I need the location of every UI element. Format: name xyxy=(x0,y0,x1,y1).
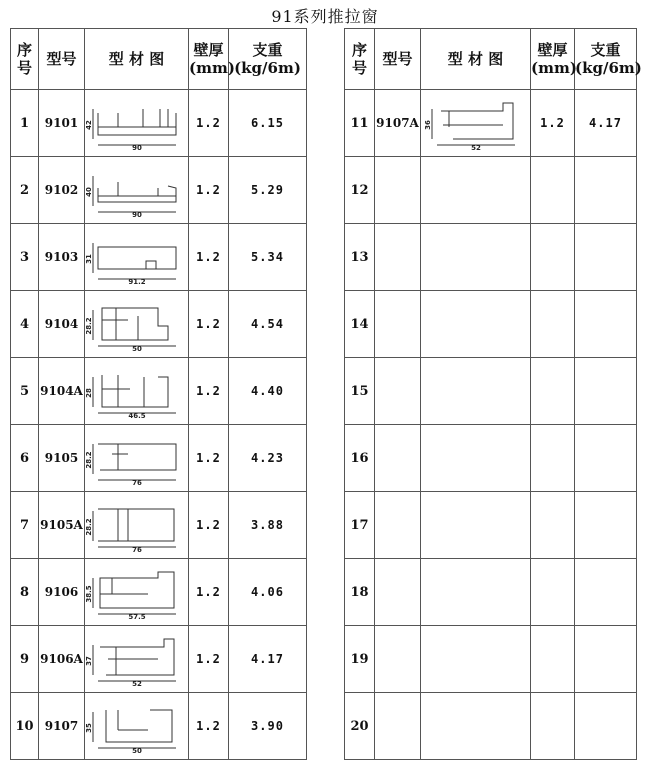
cell-seq: 3 xyxy=(11,224,39,291)
cell-profile xyxy=(85,358,189,425)
cell-thickness: 1.2 xyxy=(189,157,229,224)
table-row xyxy=(345,90,637,157)
table-row xyxy=(11,358,307,425)
cell-thickness: 1.2 xyxy=(189,358,229,425)
cell-weight: 4.40 xyxy=(229,358,307,425)
cell-model: 9107A xyxy=(375,90,421,157)
cell-weight: 4.17 xyxy=(229,626,307,693)
cell-thickness: 1.2 xyxy=(189,90,229,157)
profile-width-label: 57.5 xyxy=(127,613,146,621)
table-row xyxy=(11,291,307,358)
profile-height-label: 28.2 xyxy=(84,451,93,469)
profile-height-label: 37 xyxy=(84,656,93,666)
header-thickness xyxy=(531,29,575,90)
page-title: 91系列推拉窗 xyxy=(271,7,379,26)
header-seq: 序号 xyxy=(11,29,39,90)
cell-seq: 19 xyxy=(345,626,375,693)
header-seq: 序号 xyxy=(345,29,375,90)
table-row xyxy=(345,157,637,224)
cell-seq: 6 xyxy=(11,425,39,492)
table-row xyxy=(11,425,307,492)
cell-thickness xyxy=(531,626,575,693)
profile-table-right xyxy=(344,28,642,760)
cell-model xyxy=(375,358,421,425)
cell-seq: 17 xyxy=(345,492,375,559)
cell-seq: 2 xyxy=(11,157,39,224)
cell-model: 9101 xyxy=(39,90,85,157)
profile-width-label: 50 xyxy=(131,345,142,353)
cell-thickness xyxy=(531,425,575,492)
cell-thickness xyxy=(531,157,575,224)
cell-weight xyxy=(575,157,637,224)
cell-profile xyxy=(85,157,189,224)
header-profile: 型 材 图 xyxy=(421,29,531,90)
cell-model: 9106 xyxy=(39,559,85,626)
cell-thickness xyxy=(531,224,575,291)
profile-width-label: 91.2 xyxy=(127,278,146,286)
cell-seq: 14 xyxy=(345,291,375,358)
profile-width-label: 76 xyxy=(131,546,142,554)
cell-model: 9105 xyxy=(39,425,85,492)
cell-weight: 3.90 xyxy=(229,693,307,760)
cell-weight xyxy=(575,626,637,693)
cell-profile xyxy=(85,492,189,559)
header-row xyxy=(345,29,637,90)
cell-model: 9106A xyxy=(39,626,85,693)
cell-seq: 20 xyxy=(345,693,375,760)
cell-weight xyxy=(575,693,637,760)
cell-thickness: 1.2 xyxy=(531,90,575,157)
cell-weight: 5.29 xyxy=(229,157,307,224)
profile-height-label: 28.2 xyxy=(84,317,93,335)
profile-width-label: 90 xyxy=(131,144,142,152)
profile-table-left xyxy=(10,28,307,760)
cell-model xyxy=(375,291,421,358)
cell-thickness: 1.2 xyxy=(189,626,229,693)
cell-weight: 3.88 xyxy=(229,492,307,559)
cell-thickness: 1.2 xyxy=(189,693,229,760)
header-thickness-unit: (mm) xyxy=(189,59,235,77)
header-model: 型号 xyxy=(375,29,421,90)
cell-seq: 16 xyxy=(345,425,375,492)
cell-profile xyxy=(421,157,531,224)
header-thickness xyxy=(189,29,235,90)
cell-profile xyxy=(421,425,531,492)
cell-profile xyxy=(85,291,189,358)
profile-height-label: 42 xyxy=(84,120,93,130)
cell-profile xyxy=(421,224,531,291)
profile-drawing xyxy=(85,229,188,285)
cell-thickness xyxy=(531,492,575,559)
header-model: 型号 xyxy=(39,29,85,90)
cell-weight: 4.54 xyxy=(229,291,307,358)
cell-profile xyxy=(421,358,531,425)
cell-profile xyxy=(85,626,189,693)
profile-height-label: 35 xyxy=(84,723,93,733)
profile-height-label: 28 xyxy=(84,388,93,398)
cell-profile xyxy=(85,559,189,626)
cell-thickness: 1.2 xyxy=(189,559,229,626)
table-row xyxy=(345,291,637,358)
cell-seq: 9 xyxy=(11,626,39,693)
profile-drawing xyxy=(85,564,188,620)
cell-profile xyxy=(85,90,189,157)
table-row xyxy=(11,224,307,291)
cell-weight xyxy=(575,291,637,358)
cell-profile xyxy=(85,693,189,760)
cell-seq: 18 xyxy=(345,559,375,626)
profile-height-label: 38.5 xyxy=(84,585,93,603)
header-weight-label: 支重 xyxy=(590,41,621,59)
cell-model xyxy=(375,425,421,492)
table-row xyxy=(11,626,307,693)
profile-width-label: 76 xyxy=(131,479,142,487)
cell-thickness: 1.2 xyxy=(189,425,229,492)
table-row xyxy=(11,559,307,626)
cell-profile xyxy=(421,559,531,626)
cell-profile xyxy=(421,291,531,358)
cell-profile xyxy=(85,224,189,291)
cell-thickness xyxy=(531,559,575,626)
cell-profile xyxy=(85,425,189,492)
cell-seq: 11 xyxy=(345,90,375,157)
cell-model xyxy=(375,693,421,760)
profile-drawing xyxy=(421,95,530,151)
header-thickness-label: 壁厚 xyxy=(193,41,224,59)
table-row xyxy=(11,157,307,224)
cell-seq: 8 xyxy=(11,559,39,626)
profile-drawing xyxy=(85,497,188,553)
cell-model: 9104A xyxy=(39,358,85,425)
table-row xyxy=(11,90,307,157)
cell-model: 9103 xyxy=(39,224,85,291)
cell-thickness: 1.2 xyxy=(189,492,229,559)
cell-model: 9107 xyxy=(39,693,85,760)
cell-profile xyxy=(421,90,531,157)
cell-seq: 15 xyxy=(345,358,375,425)
cell-weight xyxy=(575,492,637,559)
cell-model xyxy=(375,224,421,291)
cell-model xyxy=(375,626,421,693)
header-thickness-unit: (mm) xyxy=(531,59,577,77)
profile-height-label: 40 xyxy=(84,187,93,197)
profile-width-label: 90 xyxy=(131,211,142,219)
profile-width-label: 52 xyxy=(470,144,481,152)
cell-model xyxy=(375,559,421,626)
profile-drawing xyxy=(85,363,188,419)
table-row xyxy=(345,224,637,291)
cell-weight: 5.34 xyxy=(229,224,307,291)
table-row xyxy=(345,559,637,626)
profile-drawing xyxy=(85,296,188,352)
cell-profile xyxy=(421,626,531,693)
table-row xyxy=(345,693,637,760)
profile-width-label: 46.5 xyxy=(127,412,146,420)
cell-seq: 4 xyxy=(11,291,39,358)
table-row xyxy=(345,492,637,559)
cell-weight xyxy=(575,224,637,291)
cell-weight xyxy=(575,559,637,626)
cell-model: 9105A xyxy=(39,492,85,559)
cell-profile xyxy=(421,492,531,559)
profile-height-label: 36 xyxy=(423,120,432,130)
cell-seq: 13 xyxy=(345,224,375,291)
cell-weight: 4.17 xyxy=(575,90,637,157)
header-thickness-label: 壁厚 xyxy=(537,41,568,59)
profile-width-label: 52 xyxy=(131,680,142,688)
header-weight-unit: (kg/6m) xyxy=(575,59,642,77)
profile-drawing xyxy=(85,162,188,218)
header-weight-label: 支重 xyxy=(252,41,283,59)
header-weight xyxy=(229,29,307,90)
header-profile: 型 材 图 xyxy=(85,29,189,90)
table-row xyxy=(345,626,637,693)
cell-seq: 10 xyxy=(11,693,39,760)
cell-weight: 6.15 xyxy=(229,90,307,157)
profile-height-label: 31 xyxy=(84,254,93,264)
cell-thickness xyxy=(531,358,575,425)
table-row xyxy=(345,425,637,492)
cell-weight xyxy=(575,358,637,425)
cell-profile xyxy=(421,693,531,760)
profile-drawing xyxy=(85,95,188,151)
table-row xyxy=(11,492,307,559)
cell-weight: 4.06 xyxy=(229,559,307,626)
header-row xyxy=(11,29,307,90)
cell-thickness: 1.2 xyxy=(189,224,229,291)
cell-thickness xyxy=(531,291,575,358)
profile-drawing xyxy=(85,698,188,754)
table-row xyxy=(11,693,307,760)
cell-model xyxy=(375,492,421,559)
table-row xyxy=(345,358,637,425)
header-weight-unit: (kg/6m) xyxy=(234,59,301,77)
cell-model xyxy=(375,157,421,224)
cell-model: 9104 xyxy=(39,291,85,358)
cell-thickness: 1.2 xyxy=(189,291,229,358)
cell-weight: 4.23 xyxy=(229,425,307,492)
profile-width-label: 50 xyxy=(131,747,142,755)
cell-seq: 12 xyxy=(345,157,375,224)
cell-model: 9102 xyxy=(39,157,85,224)
cell-seq: 7 xyxy=(11,492,39,559)
profile-height-label: 28.2 xyxy=(84,518,93,536)
cell-weight xyxy=(575,425,637,492)
cell-seq: 1 xyxy=(11,90,39,157)
profile-drawing xyxy=(85,631,188,687)
cell-seq: 5 xyxy=(11,358,39,425)
profile-drawing xyxy=(85,430,188,486)
header-weight xyxy=(575,29,642,90)
cell-thickness xyxy=(531,693,575,760)
